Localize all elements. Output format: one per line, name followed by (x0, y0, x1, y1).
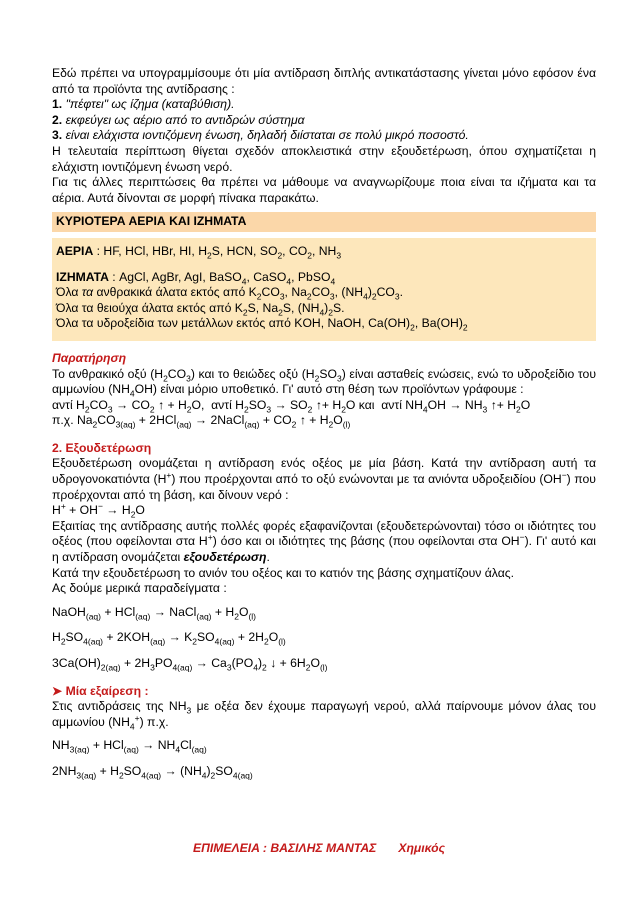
gases-precipitates-header: ΚΥΡΙΟΤΕΡΑ ΑΕΡΙΑ ΚΑΙ ΙΖΗΜΑΤΑ (52, 212, 596, 232)
document-body (52, 66, 596, 780)
intro-paragraph: Εδώ πρέπει να υπογραμμίσουμε ότι μία αντίδραση διπλής αντικατάστασης γίνεται μόνο εφόσον ένα από τα προϊόντα της αντίδρασης : (52, 66, 596, 96)
neutralization-definition: Εξουδετέρωση ονομάζεται η αντίδραση ενός οξέος με μία βάση. Κατά την αντίδραση αυτή τα υδρογονοκατιόντα (H+) που προέρχονται από το οξύ ενώνονται με τα ανιόντα υδροξειδίου (OH−) που προέρχονται από τη βάση, και δίνουν νερό : (52, 456, 596, 502)
exception-paragraph: Στις αντιδράσεις της $NH_3$ με οξέα δεν έχουμε παραγωγή νερού, αλλά παίρνουμε μόνον άλας του αμμωνίου $(NH_4^+)$ π.χ. (52, 699, 596, 732)
neutralization-explanation: Εξαιτίας της αντίδρασης αυτής πολλές φορές εξαφανίζονται (εξουδετερώνονται) τόσο οι ιδιότητες του οξέος (που οφείλονται στα H+) όσο και οι ιδιότητες της βάσης (που οφείλονται στα OH−). Γι' αυτό και η αντίδραση ονομάζεται εξουδετέρωση. (52, 518, 597, 565)
exception-title: ➤ Μία εξαίρεση : (52, 683, 149, 698)
gases-line: ΑΕΡΙΑ : HF, HCl, HBr, HI, $H_2S$, HCN, $SO_2$, $CO_2$, $NH_3$ (56, 243, 342, 261)
footer-role: Χημικός (398, 841, 446, 855)
page-footer (0, 841, 638, 855)
sulfides-line: Όλα τα θειούχα άλατα εκτός από $K_2S$, $Na_2S$, $(NH_4)_2S$. (56, 300, 345, 318)
equation-nh3-hcl: $NH_{3(aq)} + HCl_{(aq)} \to NH_4Cl_{(aq)}$ (52, 738, 207, 755)
footer-author: ΕΠΙΜΕΛΕΙΑ : ΒΑΣΙΛΗΣ ΜΑΝΤΑΣ (192, 841, 377, 855)
section-2-title: 2. Εξουδετέρωση (52, 440, 152, 455)
paragraph-last-case: Η τελευταία περίπτωση θίγεται σχεδόν αποκλειστικά στην εξουδετέρωση, όπου σχηματίζεται η ελάχιστη ιοντιζόμενη ένωση νερό. (52, 143, 596, 174)
precipitates-line: ΙΖΗΜΑΤΑ : AgCl, AgBr, AgI, BaSO$_4$, CaSO$_4$, PbSO$_4$ (56, 269, 336, 286)
note-title: Παρατήρηση (52, 350, 127, 365)
equation-h2so4-koh: $H_2SO_{4(aq)} + 2KOH_{(aq)} \to K_2SO_{4(aq)} + 2H_2O_{(l)}$ (52, 630, 286, 647)
salt-formation-line: Κατά την εξουδετέρωση το ανιόν του οξέος και το κατιόν της βάσης σχηματίζουν άλας. (52, 565, 515, 580)
list-item-2: 2. εκφεύγει ως αέριο από το αντιδρών σύστημα (52, 112, 305, 127)
gases-precipitates-box (52, 238, 596, 341)
water-equation: $H^+ + OH^- \to H_2O$ (52, 501, 145, 520)
note-example: π.χ. $Na_2CO_{3(aq)} + 2HCl_{(aq)}$ → 2NaCl$_{(aq)}$ + $CO_2$ ↑ + $H_2O_{(l)}$ (52, 413, 351, 430)
list-item-1: 1. "πέφτει" ως ίζημα (καταβύθιση). (52, 97, 235, 112)
carbonates-line: Όλα τα ανθρακικά άλατα εκτός από $K_2CO_3$, $Na_2CO_3$, $(NH_4)_2CO_3$. (56, 285, 404, 302)
note-paragraph: Το ανθρακικό οξύ $(H_2CO_3)$ και το θειώδες οξύ $(H_2SO_3)$ είναι ασταθείς ενώσεις, ενώ το υδροξείδιο του αμμωνίου $(NH_4OH)$ είναι μόριο υποθετικό. Γι' αυτό στη θέση των προϊόντων γράφουμε : (52, 366, 596, 399)
list-item-3: 3. είναι ελάχιστα ιοντιζόμενη ένωση, δηλαδή διίσταται σε πολύ μικρό ποσοστό. (52, 128, 469, 143)
hydroxides-line: Όλα τα υδροξείδια των μετάλλων εκτός από KOH, NaOH, $Ca(OH)_2$, $Ba(OH)_2$ (56, 316, 468, 333)
equation-naoh-hcl: NaOH$_{(aq)}$ + HCl$_{(aq)}$ → NaCl$_{(aq)}$ + $H_2O_{(l)}$ (52, 604, 256, 622)
arrow-right-icon: ➤ (52, 683, 63, 698)
examples-line: Ας δούμε μερικά παραδείγματα : (52, 581, 227, 596)
note-equations: αντί $H_2CO_3 \to CO_2$ ↑ + $H_2O$, αντί $H_2SO_3 \to SO_2$ ↑+ $H_2O$ και αντί $NH_4OH \to NH_3$ ↑+ $H_2O$ (52, 397, 531, 415)
paragraph-other-cases: Για τις άλλες περιπτώσεις θα πρέπει να μάθουμε να αναγνωρίζουμε ποια είναι τα ιζήματα και τα αέρια. Αυτά δίνονται σε μορφή πίνακα παρακάτω. (52, 175, 596, 205)
equation-nh3-h2so4: $2NH_{3(aq)} + H_2SO_{4(aq)} \to (NH_4)_2SO_{4(aq)}$ (52, 763, 253, 781)
equation-caoh2-h3po4: $3Ca(OH)_{2(aq)} + 2H_3PO_{4(aq)} \to Ca_3(PO_4)_2$ ↓ + $6H_2O_{(l)}$ (52, 656, 328, 673)
